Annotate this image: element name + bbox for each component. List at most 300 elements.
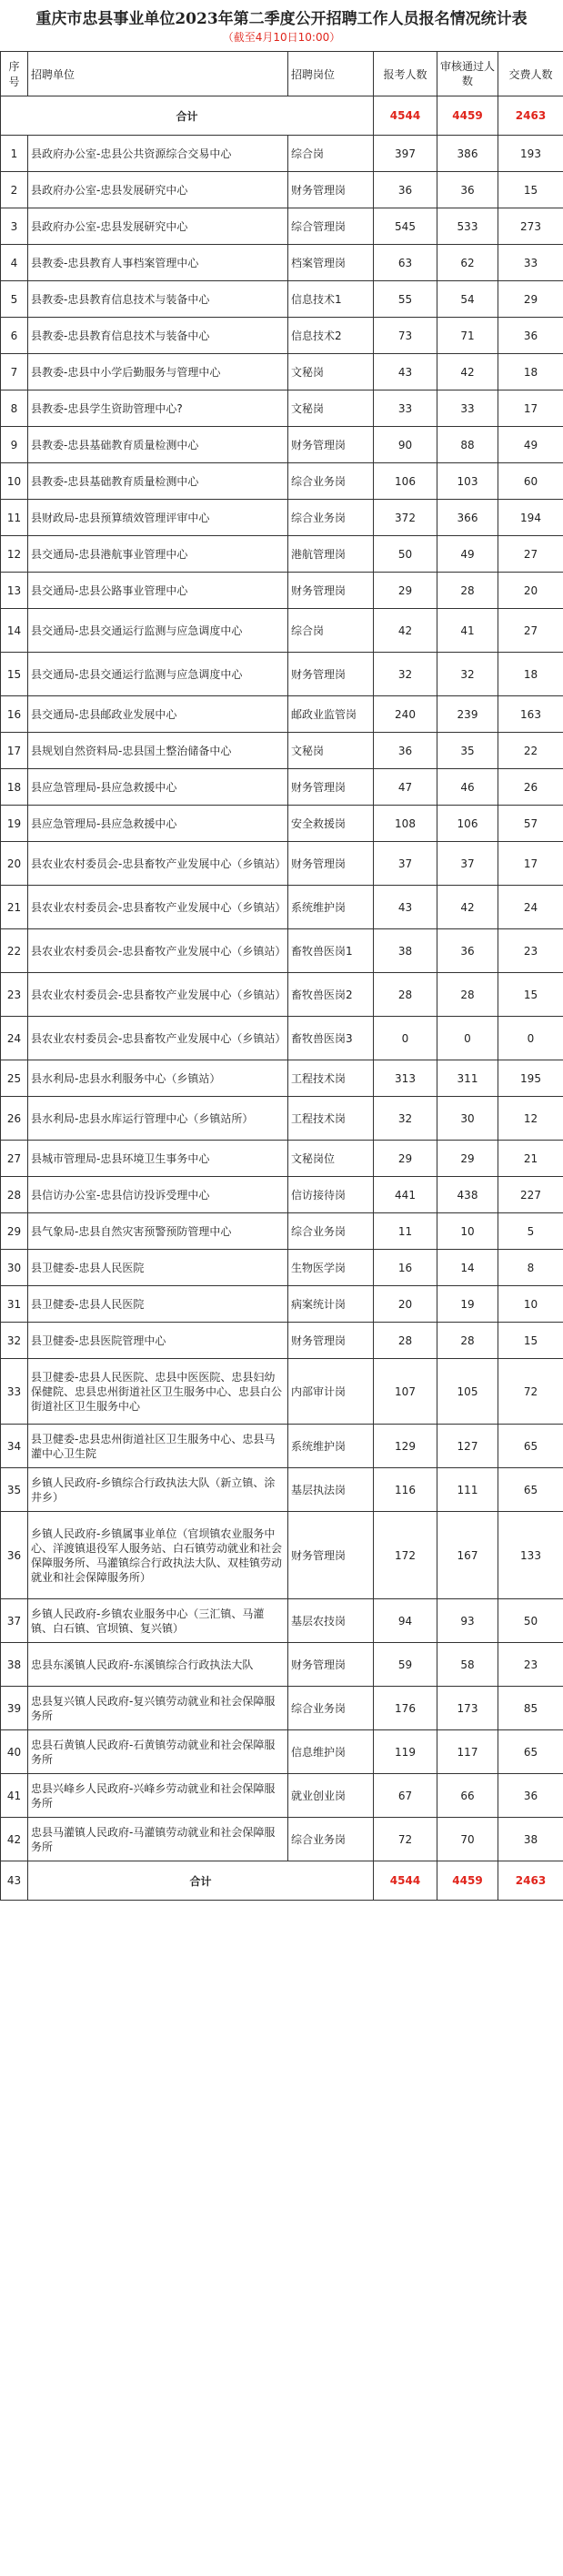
row-post: 财务管理岗: [288, 427, 374, 463]
row-unit: 县气象局-忠县自然灾害预警预防管理中心: [28, 1213, 288, 1250]
row-approved: 58: [437, 1643, 498, 1687]
row-paid: 24: [498, 886, 563, 929]
row-seq: 37: [1, 1599, 28, 1643]
table-row: [1, 1060, 563, 1097]
row-unit: 忠县复兴镇人民政府-复兴镇劳动就业和社会保障服务所: [28, 1687, 288, 1730]
row-approved: 173: [437, 1687, 498, 1730]
row-unit: 县应急管理局-县应急救援中心: [28, 769, 288, 806]
row-seq: 9: [1, 427, 28, 463]
row-applicants: 28: [374, 1323, 437, 1359]
table-row: [1, 281, 563, 318]
row-post: 生物医学岗: [288, 1250, 374, 1286]
row-approved: 386: [437, 136, 498, 172]
total-paid-bottom: 2463: [498, 1861, 563, 1901]
row-seq: 25: [1, 1060, 28, 1097]
table-row: [1, 1425, 563, 1468]
row-applicants: 20: [374, 1286, 437, 1323]
row-applicants: 55: [374, 281, 437, 318]
row-seq: 28: [1, 1177, 28, 1213]
row-seq: 40: [1, 1730, 28, 1774]
row-approved: 30: [437, 1097, 498, 1141]
row-approved: 103: [437, 463, 498, 500]
row-seq: 6: [1, 318, 28, 354]
row-unit: 县卫健委-忠县忠州街道社区卫生服务中心、忠县马灌中心卫生院: [28, 1425, 288, 1468]
total-seq: 43: [1, 1861, 28, 1901]
row-seq: 7: [1, 354, 28, 390]
row-seq: 38: [1, 1643, 28, 1687]
row-post: 综合岗: [288, 609, 374, 653]
table-row: [1, 769, 563, 806]
row-approved: 28: [437, 973, 498, 1017]
row-applicants: 37: [374, 842, 437, 886]
table-row: [1, 929, 563, 973]
row-approved: 29: [437, 1141, 498, 1177]
row-seq: 17: [1, 733, 28, 769]
row-unit: 县卫健委-忠县医院管理中心: [28, 1323, 288, 1359]
row-unit: 忠县兴峰乡人民政府-兴峰乡劳动就业和社会保障服务所: [28, 1774, 288, 1818]
row-applicants: 33: [374, 390, 437, 427]
row-applicants: 72: [374, 1818, 437, 1861]
page-title: 重庆市忠县事业单位2023年第二季度公开招聘工作人员报名情况统计表: [35, 10, 528, 28]
row-paid: 194: [498, 500, 563, 536]
row-post: 财务管理岗: [288, 573, 374, 609]
row-paid: 27: [498, 609, 563, 653]
row-paid: 12: [498, 1097, 563, 1141]
row-seq: 16: [1, 696, 28, 733]
row-approved: 62: [437, 245, 498, 281]
total-label: 合计: [1, 96, 374, 136]
row-applicants: 59: [374, 1643, 437, 1687]
row-approved: 28: [437, 573, 498, 609]
row-unit: 县卫健委-忠县人民医院: [28, 1250, 288, 1286]
row-paid: 65: [498, 1730, 563, 1774]
row-unit: 乡镇人民政府-乡镇综合行政执法大队（新立镇、涂井乡）: [28, 1468, 288, 1512]
row-paid: 133: [498, 1512, 563, 1599]
row-applicants: 63: [374, 245, 437, 281]
row-post: 文秘岗: [288, 733, 374, 769]
row-paid: 49: [498, 427, 563, 463]
row-paid: 273: [498, 208, 563, 245]
row-paid: 33: [498, 245, 563, 281]
row-unit: 县教委-忠县基础教育质量检测中心: [28, 463, 288, 500]
row-seq: 24: [1, 1017, 28, 1060]
row-unit: 县交通局-忠县公路事业管理中心: [28, 573, 288, 609]
row-approved: 105: [437, 1359, 498, 1425]
row-applicants: 43: [374, 354, 437, 390]
table-row: [1, 500, 563, 536]
row-paid: 23: [498, 929, 563, 973]
row-approved: 14: [437, 1250, 498, 1286]
header-seq: 序号: [1, 52, 28, 96]
table-row: [1, 1359, 563, 1425]
row-paid: 36: [498, 318, 563, 354]
row-paid: 36: [498, 1774, 563, 1818]
row-seq: 11: [1, 500, 28, 536]
row-applicants: 116: [374, 1468, 437, 1512]
row-applicants: 43: [374, 886, 437, 929]
row-approved: 37: [437, 842, 498, 886]
row-paid: 20: [498, 573, 563, 609]
row-approved: 127: [437, 1425, 498, 1468]
row-paid: 60: [498, 463, 563, 500]
row-unit: 忠县马灌镇人民政府-马灌镇劳动就业和社会保障服务所: [28, 1818, 288, 1861]
row-approved: 42: [437, 886, 498, 929]
row-unit: 县政府办公室-忠县发展研究中心: [28, 208, 288, 245]
row-applicants: 32: [374, 653, 437, 696]
row-post: 财务管理岗: [288, 769, 374, 806]
row-paid: 17: [498, 842, 563, 886]
row-approved: 106: [437, 806, 498, 842]
row-seq: 39: [1, 1687, 28, 1730]
row-paid: 26: [498, 769, 563, 806]
row-post: 财务管理岗: [288, 172, 374, 208]
row-seq: 12: [1, 536, 28, 573]
row-post: 财务管理岗: [288, 1512, 374, 1599]
row-applicants: 108: [374, 806, 437, 842]
row-approved: 70: [437, 1818, 498, 1861]
row-post: 档案管理岗: [288, 245, 374, 281]
row-approved: 42: [437, 354, 498, 390]
row-approved: 88: [437, 427, 498, 463]
row-unit: 县交通局-忠县交通运行监测与应急调度中心: [28, 609, 288, 653]
row-applicants: 28: [374, 973, 437, 1017]
row-unit: 县水利局-忠县水利服务中心（乡镇站）: [28, 1060, 288, 1097]
table-row: [1, 733, 563, 769]
table-row: [1, 1643, 563, 1687]
row-post: 综合业务岗: [288, 500, 374, 536]
row-post: 内部审计岗: [288, 1359, 374, 1425]
row-paid: 23: [498, 1643, 563, 1687]
header-applicants: 报考人数: [374, 52, 437, 96]
row-post: 综合业务岗: [288, 463, 374, 500]
table-row: [1, 536, 563, 573]
row-unit: 县城市管理局-忠县环境卫生事务中心: [28, 1141, 288, 1177]
header-approved: 审核通过人数: [437, 52, 498, 96]
row-unit: 县交通局-忠县交通运行监测与应急调度中心: [28, 653, 288, 696]
row-post: 文秘岗: [288, 390, 374, 427]
row-unit: 县水利局-忠县水库运行管理中心（乡镇站所）: [28, 1097, 288, 1141]
row-seq: 13: [1, 573, 28, 609]
row-paid: 27: [498, 536, 563, 573]
table-row: [1, 1213, 563, 1250]
table-row: [1, 653, 563, 696]
row-paid: 18: [498, 653, 563, 696]
table-row: [1, 1323, 563, 1359]
row-seq: 19: [1, 806, 28, 842]
row-applicants: 73: [374, 318, 437, 354]
table-row: [1, 1818, 563, 1861]
row-post: 基层执法岗: [288, 1468, 374, 1512]
row-approved: 54: [437, 281, 498, 318]
total-row-bottom: [1, 1861, 563, 1901]
row-post: 文秘岗: [288, 354, 374, 390]
row-unit: 县财政局-忠县预算绩效管理评审中心: [28, 500, 288, 536]
row-post: 就业创业岗: [288, 1774, 374, 1818]
row-applicants: 32: [374, 1097, 437, 1141]
row-post: 财务管理岗: [288, 842, 374, 886]
row-seq: 30: [1, 1250, 28, 1286]
row-applicants: 16: [374, 1250, 437, 1286]
table-row: [1, 1468, 563, 1512]
row-paid: 0: [498, 1017, 563, 1060]
row-paid: 163: [498, 696, 563, 733]
row-seq: 22: [1, 929, 28, 973]
table-row: [1, 463, 563, 500]
row-seq: 20: [1, 842, 28, 886]
row-approved: 46: [437, 769, 498, 806]
row-approved: 533: [437, 208, 498, 245]
table-row: [1, 696, 563, 733]
row-paid: 8: [498, 1250, 563, 1286]
row-seq: 8: [1, 390, 28, 427]
row-approved: 41: [437, 609, 498, 653]
table-row: [1, 1017, 563, 1060]
row-post: 综合管理岗: [288, 208, 374, 245]
row-paid: 65: [498, 1468, 563, 1512]
row-seq: 33: [1, 1359, 28, 1425]
row-seq: 23: [1, 973, 28, 1017]
table-row: [1, 573, 563, 609]
table-row: [1, 427, 563, 463]
row-applicants: 119: [374, 1730, 437, 1774]
row-seq: 14: [1, 609, 28, 653]
header-post: 招聘岗位: [288, 52, 374, 96]
row-approved: 36: [437, 172, 498, 208]
row-applicants: 29: [374, 1141, 437, 1177]
row-approved: 167: [437, 1512, 498, 1599]
row-applicants: 129: [374, 1425, 437, 1468]
row-seq: 36: [1, 1512, 28, 1599]
row-unit: 县卫健委-忠县人民医院: [28, 1286, 288, 1323]
row-paid: 29: [498, 281, 563, 318]
row-post: 信息技术2: [288, 318, 374, 354]
table-row: [1, 1730, 563, 1774]
row-post: 工程技术岗: [288, 1097, 374, 1141]
row-applicants: 29: [374, 573, 437, 609]
row-approved: 66: [437, 1774, 498, 1818]
row-post: 病案统计岗: [288, 1286, 374, 1323]
row-post: 财务管理岗: [288, 1323, 374, 1359]
row-seq: 3: [1, 208, 28, 245]
row-unit: 县规划自然资料局-忠县国土整治储备中心: [28, 733, 288, 769]
row-unit: 乡镇人民政府-乡镇属事业单位（官坝镇农业服务中心、洋渡镇退役军人服务站、白石镇劳动就业和社会保障服务所、马灌镇综合行政执法大队、双桂镇劳动就业和社会保障服务所）: [28, 1512, 288, 1599]
row-applicants: 0: [374, 1017, 437, 1060]
row-post: 综合业务岗: [288, 1213, 374, 1250]
row-paid: 72: [498, 1359, 563, 1425]
table-row: [1, 318, 563, 354]
table-row: [1, 1286, 563, 1323]
row-approved: 32: [437, 653, 498, 696]
row-approved: 36: [437, 929, 498, 973]
row-applicants: 545: [374, 208, 437, 245]
row-paid: 17: [498, 390, 563, 427]
row-unit: 县农业农村委员会-忠县畜牧产业发展中心（乡镇站）: [28, 886, 288, 929]
row-unit: 县农业农村委员会-忠县畜牧产业发展中心（乡镇站）: [28, 929, 288, 973]
row-applicants: 372: [374, 500, 437, 536]
row-post: 财务管理岗: [288, 1643, 374, 1687]
row-seq: 15: [1, 653, 28, 696]
row-applicants: 176: [374, 1687, 437, 1730]
row-unit: 县卫健委-忠县人民医院、忠县中医医院、忠县妇幼保健院、忠县忠州街道社区卫生服务中心、忠县白公街道社区卫生服务中心: [28, 1359, 288, 1425]
row-applicants: 42: [374, 609, 437, 653]
row-post: 系统维护岗: [288, 1425, 374, 1468]
row-paid: 57: [498, 806, 563, 842]
row-applicants: 106: [374, 463, 437, 500]
row-applicants: 50: [374, 536, 437, 573]
row-approved: 239: [437, 696, 498, 733]
statistics-table: [0, 51, 563, 1901]
row-post: 畜牧兽医岗3: [288, 1017, 374, 1060]
row-post: 安全救援岗: [288, 806, 374, 842]
row-post: 综合岗: [288, 136, 374, 172]
row-seq: 10: [1, 463, 28, 500]
row-post: 财务管理岗: [288, 653, 374, 696]
table-row: [1, 1250, 563, 1286]
table-row: [1, 609, 563, 653]
row-paid: 15: [498, 1323, 563, 1359]
row-paid: 5: [498, 1213, 563, 1250]
row-unit: 县政府办公室-忠县发展研究中心: [28, 172, 288, 208]
row-paid: 15: [498, 172, 563, 208]
row-paid: 15: [498, 973, 563, 1017]
row-approved: 111: [437, 1468, 498, 1512]
row-seq: 18: [1, 769, 28, 806]
row-post: 邮政业监管岗: [288, 696, 374, 733]
row-applicants: 107: [374, 1359, 437, 1425]
table-row: [1, 1599, 563, 1643]
row-approved: 93: [437, 1599, 498, 1643]
row-paid: 227: [498, 1177, 563, 1213]
row-approved: 311: [437, 1060, 498, 1097]
row-unit: 县教委-忠县教育信息技术与装备中心: [28, 281, 288, 318]
row-unit: 县信访办公室-忠县信访投诉受理中心: [28, 1177, 288, 1213]
table-row: [1, 842, 563, 886]
row-applicants: 36: [374, 733, 437, 769]
row-applicants: 313: [374, 1060, 437, 1097]
table-row: [1, 1512, 563, 1599]
row-seq: 2: [1, 172, 28, 208]
row-unit: 县教委-忠县教育人事档案管理中心: [28, 245, 288, 281]
table-row: [1, 973, 563, 1017]
row-applicants: 240: [374, 696, 437, 733]
row-unit: 县教委-忠县教育信息技术与装备中心: [28, 318, 288, 354]
row-seq: 31: [1, 1286, 28, 1323]
row-approved: 71: [437, 318, 498, 354]
table-row: [1, 1687, 563, 1730]
row-unit: 县农业农村委员会-忠县畜牧产业发展中心（乡镇站）: [28, 1017, 288, 1060]
row-unit: 县政府办公室-忠县公共资源综合交易中心: [28, 136, 288, 172]
row-applicants: 441: [374, 1177, 437, 1213]
row-seq: 5: [1, 281, 28, 318]
row-approved: 117: [437, 1730, 498, 1774]
table-row: [1, 172, 563, 208]
row-seq: 35: [1, 1468, 28, 1512]
table-row: [1, 1141, 563, 1177]
row-seq: 32: [1, 1323, 28, 1359]
row-paid: 50: [498, 1599, 563, 1643]
total-row-top: [1, 96, 563, 136]
row-post: 文秘岗位: [288, 1141, 374, 1177]
table-row: [1, 245, 563, 281]
row-unit: 县应急管理局-县应急救援中心: [28, 806, 288, 842]
row-unit: 乡镇人民政府-乡镇农业服务中心（三汇镇、马灌镇、白石镇、官坝镇、复兴镇）: [28, 1599, 288, 1643]
row-seq: 29: [1, 1213, 28, 1250]
row-seq: 41: [1, 1774, 28, 1818]
row-unit: 县农业农村委员会-忠县畜牧产业发展中心（乡镇站）: [28, 973, 288, 1017]
page-subtitle: （截至4月10日10:00）: [222, 31, 341, 44]
row-post: 信息维护岗: [288, 1730, 374, 1774]
row-applicants: 397: [374, 136, 437, 172]
row-post: 综合业务岗: [288, 1687, 374, 1730]
total-paid: 2463: [498, 96, 563, 136]
row-approved: 0: [437, 1017, 498, 1060]
row-applicants: 47: [374, 769, 437, 806]
row-applicants: 94: [374, 1599, 437, 1643]
row-seq: 1: [1, 136, 28, 172]
row-unit: 忠县石黄镇人民政府-石黄镇劳动就业和社会保障服务所: [28, 1730, 288, 1774]
row-post: 基层农技岗: [288, 1599, 374, 1643]
row-approved: 49: [437, 536, 498, 573]
row-paid: 10: [498, 1286, 563, 1323]
row-seq: 27: [1, 1141, 28, 1177]
total-applicants: 4544: [374, 96, 437, 136]
row-unit: 县农业农村委员会-忠县畜牧产业发展中心（乡镇站）: [28, 842, 288, 886]
row-applicants: 90: [374, 427, 437, 463]
row-approved: 366: [437, 500, 498, 536]
row-approved: 35: [437, 733, 498, 769]
table-row: [1, 1097, 563, 1141]
row-unit: 县教委-忠县基础教育质量检测中心: [28, 427, 288, 463]
row-applicants: 67: [374, 1774, 437, 1818]
row-unit: 县教委-忠县学生资助管理中心?: [28, 390, 288, 427]
row-paid: 21: [498, 1141, 563, 1177]
total-applicants-bottom: 4544: [374, 1861, 437, 1901]
row-approved: 10: [437, 1213, 498, 1250]
row-post: 综合业务岗: [288, 1818, 374, 1861]
total-approved-bottom: 4459: [437, 1861, 498, 1901]
row-approved: 19: [437, 1286, 498, 1323]
table-row: [1, 208, 563, 245]
row-paid: 193: [498, 136, 563, 172]
row-approved: 33: [437, 390, 498, 427]
row-paid: 195: [498, 1060, 563, 1097]
row-post: 工程技术岗: [288, 1060, 374, 1097]
row-paid: 85: [498, 1687, 563, 1730]
row-paid: 18: [498, 354, 563, 390]
row-approved: 438: [437, 1177, 498, 1213]
row-paid: 65: [498, 1425, 563, 1468]
total-approved: 4459: [437, 96, 498, 136]
row-seq: 26: [1, 1097, 28, 1141]
row-seq: 4: [1, 245, 28, 281]
row-unit: 忠县东溪镇人民政府-东溪镇综合行政执法大队: [28, 1643, 288, 1687]
table-row: [1, 806, 563, 842]
header-paid: 交费人数: [498, 52, 563, 96]
row-applicants: 38: [374, 929, 437, 973]
total-label-bottom: 合计: [28, 1861, 374, 1901]
table-row: [1, 1177, 563, 1213]
row-post: 港航管理岗: [288, 536, 374, 573]
row-applicants: 36: [374, 172, 437, 208]
row-post: 系统维护岗: [288, 886, 374, 929]
row-seq: 34: [1, 1425, 28, 1468]
row-applicants: 172: [374, 1512, 437, 1599]
header-row: [1, 52, 563, 96]
row-unit: 县交通局-忠县邮政业发展中心: [28, 696, 288, 733]
row-unit: 县交通局-忠县港航事业管理中心: [28, 536, 288, 573]
row-seq: 42: [1, 1818, 28, 1861]
row-applicants: 11: [374, 1213, 437, 1250]
